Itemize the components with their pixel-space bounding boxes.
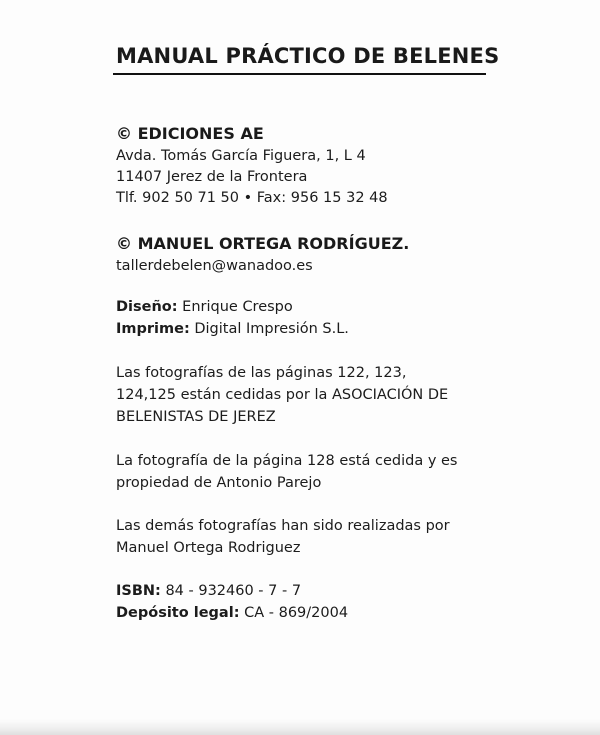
photos-note-3-line2: Manuel Ortega Rodriguez [116,540,301,556]
deposito-value: CA - 869/2004 [244,605,349,621]
photos-note-1-line2: 124,125 están cedidas por la ASOCIACIÓN DE [116,387,449,403]
photos-note-2-line2: propiedad de Antonio Parejo [116,475,322,491]
deposito-label: Depósito legal: [116,605,240,621]
title-underline [113,73,486,75]
print-label: Imprime: [116,321,190,337]
publisher-heading: © EDICIONES AE [116,124,264,143]
photos-note-2-line1: La fotografía de la página 128 está cedida y es [116,453,458,469]
publisher-address-line1: Avda. Tomás García Figuera, 1, L 4 [116,148,366,164]
photos-note-3-line1: Las demás fotografías han sido realizadas por [116,518,450,534]
photos-note-1-line1: Las fotografías de las páginas 122, 123, [116,365,407,381]
author-email: tallerdebelen@wanadoo.es [116,258,313,274]
design-credit [116,299,293,315]
publisher-phone-fax: Tlf. 902 50 71 50 • Fax: 956 15 32 48 [116,190,388,206]
deposito-legal-line [116,605,348,621]
isbn-label: ISBN: [116,583,161,599]
design-label: Diseño: [116,299,178,315]
isbn-value: 84 - 932460 - 7 - 7 [165,583,302,599]
design-value: Enrique Crespo [182,299,293,315]
publisher-address-line2: 11407 Jerez de la Frontera [116,169,308,185]
photos-note-1-line3: BELENISTAS DE JEREZ [116,409,276,425]
scan-edge-shadow [0,719,600,735]
isbn-line [116,583,301,599]
print-value: Digital Impresión S.L. [194,321,349,337]
book-title: MANUAL PRÁCTICO DE BELENES [116,44,500,68]
print-credit [116,321,349,337]
author-heading: © MANUEL ORTEGA RODRÍGUEZ. [116,234,410,253]
